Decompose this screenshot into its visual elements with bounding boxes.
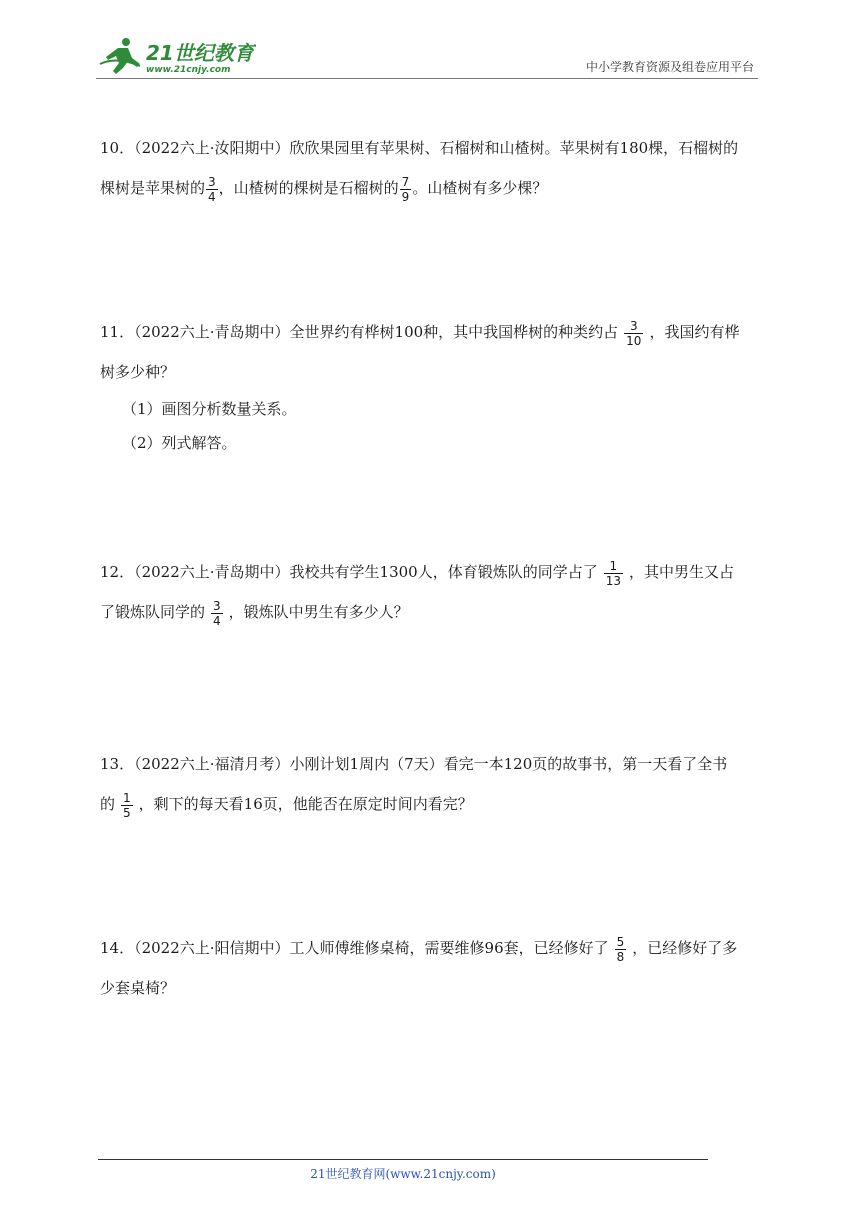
question-text-line	[100, 928, 764, 968]
logo	[96, 34, 256, 76]
question-11	[100, 312, 764, 460]
fraction-numerator: 3	[629, 318, 638, 333]
text-segment: 树多少种？	[100, 363, 176, 381]
fraction-numerator: 5	[616, 934, 625, 949]
fraction	[615, 935, 627, 964]
question-14	[100, 928, 764, 1008]
question-text-line	[100, 168, 764, 208]
text-segment: 10．（2022六上·汝阳期中）欣欣果园里有苹果树、石榴树和山楂树。苹果树有180棵，石榴树的	[100, 139, 739, 157]
text-segment: ，锻炼队中男生有多少人？	[228, 603, 409, 621]
question-text-line	[100, 744, 764, 784]
footer-divider	[98, 1159, 708, 1160]
question-text-line	[100, 592, 764, 632]
text-segment: 的	[100, 795, 116, 813]
text-segment: ，山楂树的棵树是石榴树的	[218, 179, 399, 197]
question-13	[100, 744, 764, 824]
fraction-numerator: 1	[609, 558, 618, 573]
text-segment: ，剩下的每天看16页，他能否在原定时间内看完？	[138, 795, 473, 813]
text-segment: 13．（2022六上·福清月考）小刚计划1周内（7天）看完一本120页的故事书，第一天看了全书	[100, 755, 728, 773]
fraction	[400, 175, 412, 204]
logo-url: www.21cnjy.com	[146, 65, 231, 75]
question-text-line	[100, 352, 764, 392]
text-segment: ，其中男生又占	[629, 563, 735, 581]
fraction-denominator: 13	[605, 573, 621, 588]
fraction-numerator: 3	[208, 174, 216, 189]
fraction-denominator: 8	[616, 949, 625, 964]
sub-question: （1）画图分析数量关系。	[122, 400, 297, 418]
text-segment: 14．（2022六上·阳信期中）工人师傅维修桌椅，需要维修96套，已经修好了	[100, 939, 609, 957]
text-segment: 11．（2022六上·青岛期中）全世界约有桦树100种，其中我国桦树的种类约占	[100, 323, 619, 341]
fraction-numerator: 1	[123, 790, 131, 805]
text-segment: 了锻炼队同学的	[100, 603, 206, 621]
fraction	[624, 319, 643, 348]
fraction-denominator: 4	[208, 189, 216, 204]
header-platform-text: 中小学教育资源及组卷应用平台	[585, 60, 754, 74]
question-text-line	[100, 784, 764, 824]
page-header	[96, 30, 758, 79]
question-text-line	[100, 312, 764, 352]
fraction	[211, 599, 223, 628]
sub-question: （2）列式解答。	[122, 434, 237, 452]
text-segment: 少套桌椅？	[100, 979, 176, 997]
question-12	[100, 552, 764, 632]
fraction-denominator: 4	[213, 613, 221, 628]
text-segment: ，已经修好了多	[632, 939, 738, 957]
text-segment: 。山楂树有多少棵？	[412, 179, 548, 197]
fraction	[121, 791, 133, 820]
fraction-numerator: 7	[401, 174, 410, 189]
question-text-line	[100, 128, 764, 168]
fraction-denominator: 9	[401, 189, 410, 204]
text-segment: 棵树是苹果树的	[100, 179, 206, 197]
runner-icon	[100, 38, 140, 74]
text-segment: ，我国约有桦	[649, 323, 740, 341]
question-text-line	[100, 968, 764, 1008]
fraction	[206, 175, 218, 204]
question-10	[100, 128, 764, 208]
logo-text: 21世纪教育	[146, 41, 254, 65]
fraction-numerator: 3	[213, 598, 221, 613]
fraction-denominator: 10	[626, 333, 642, 348]
fraction-denominator: 5	[123, 805, 131, 820]
text-segment: 12．（2022六上·青岛期中）我校共有学生1300人，体育锻炼队的同学占了	[100, 563, 598, 581]
question-text-line	[100, 552, 764, 592]
footer-text: 21世纪教育网(www.21cnjy.com)	[310, 1167, 496, 1181]
fraction	[604, 559, 623, 588]
